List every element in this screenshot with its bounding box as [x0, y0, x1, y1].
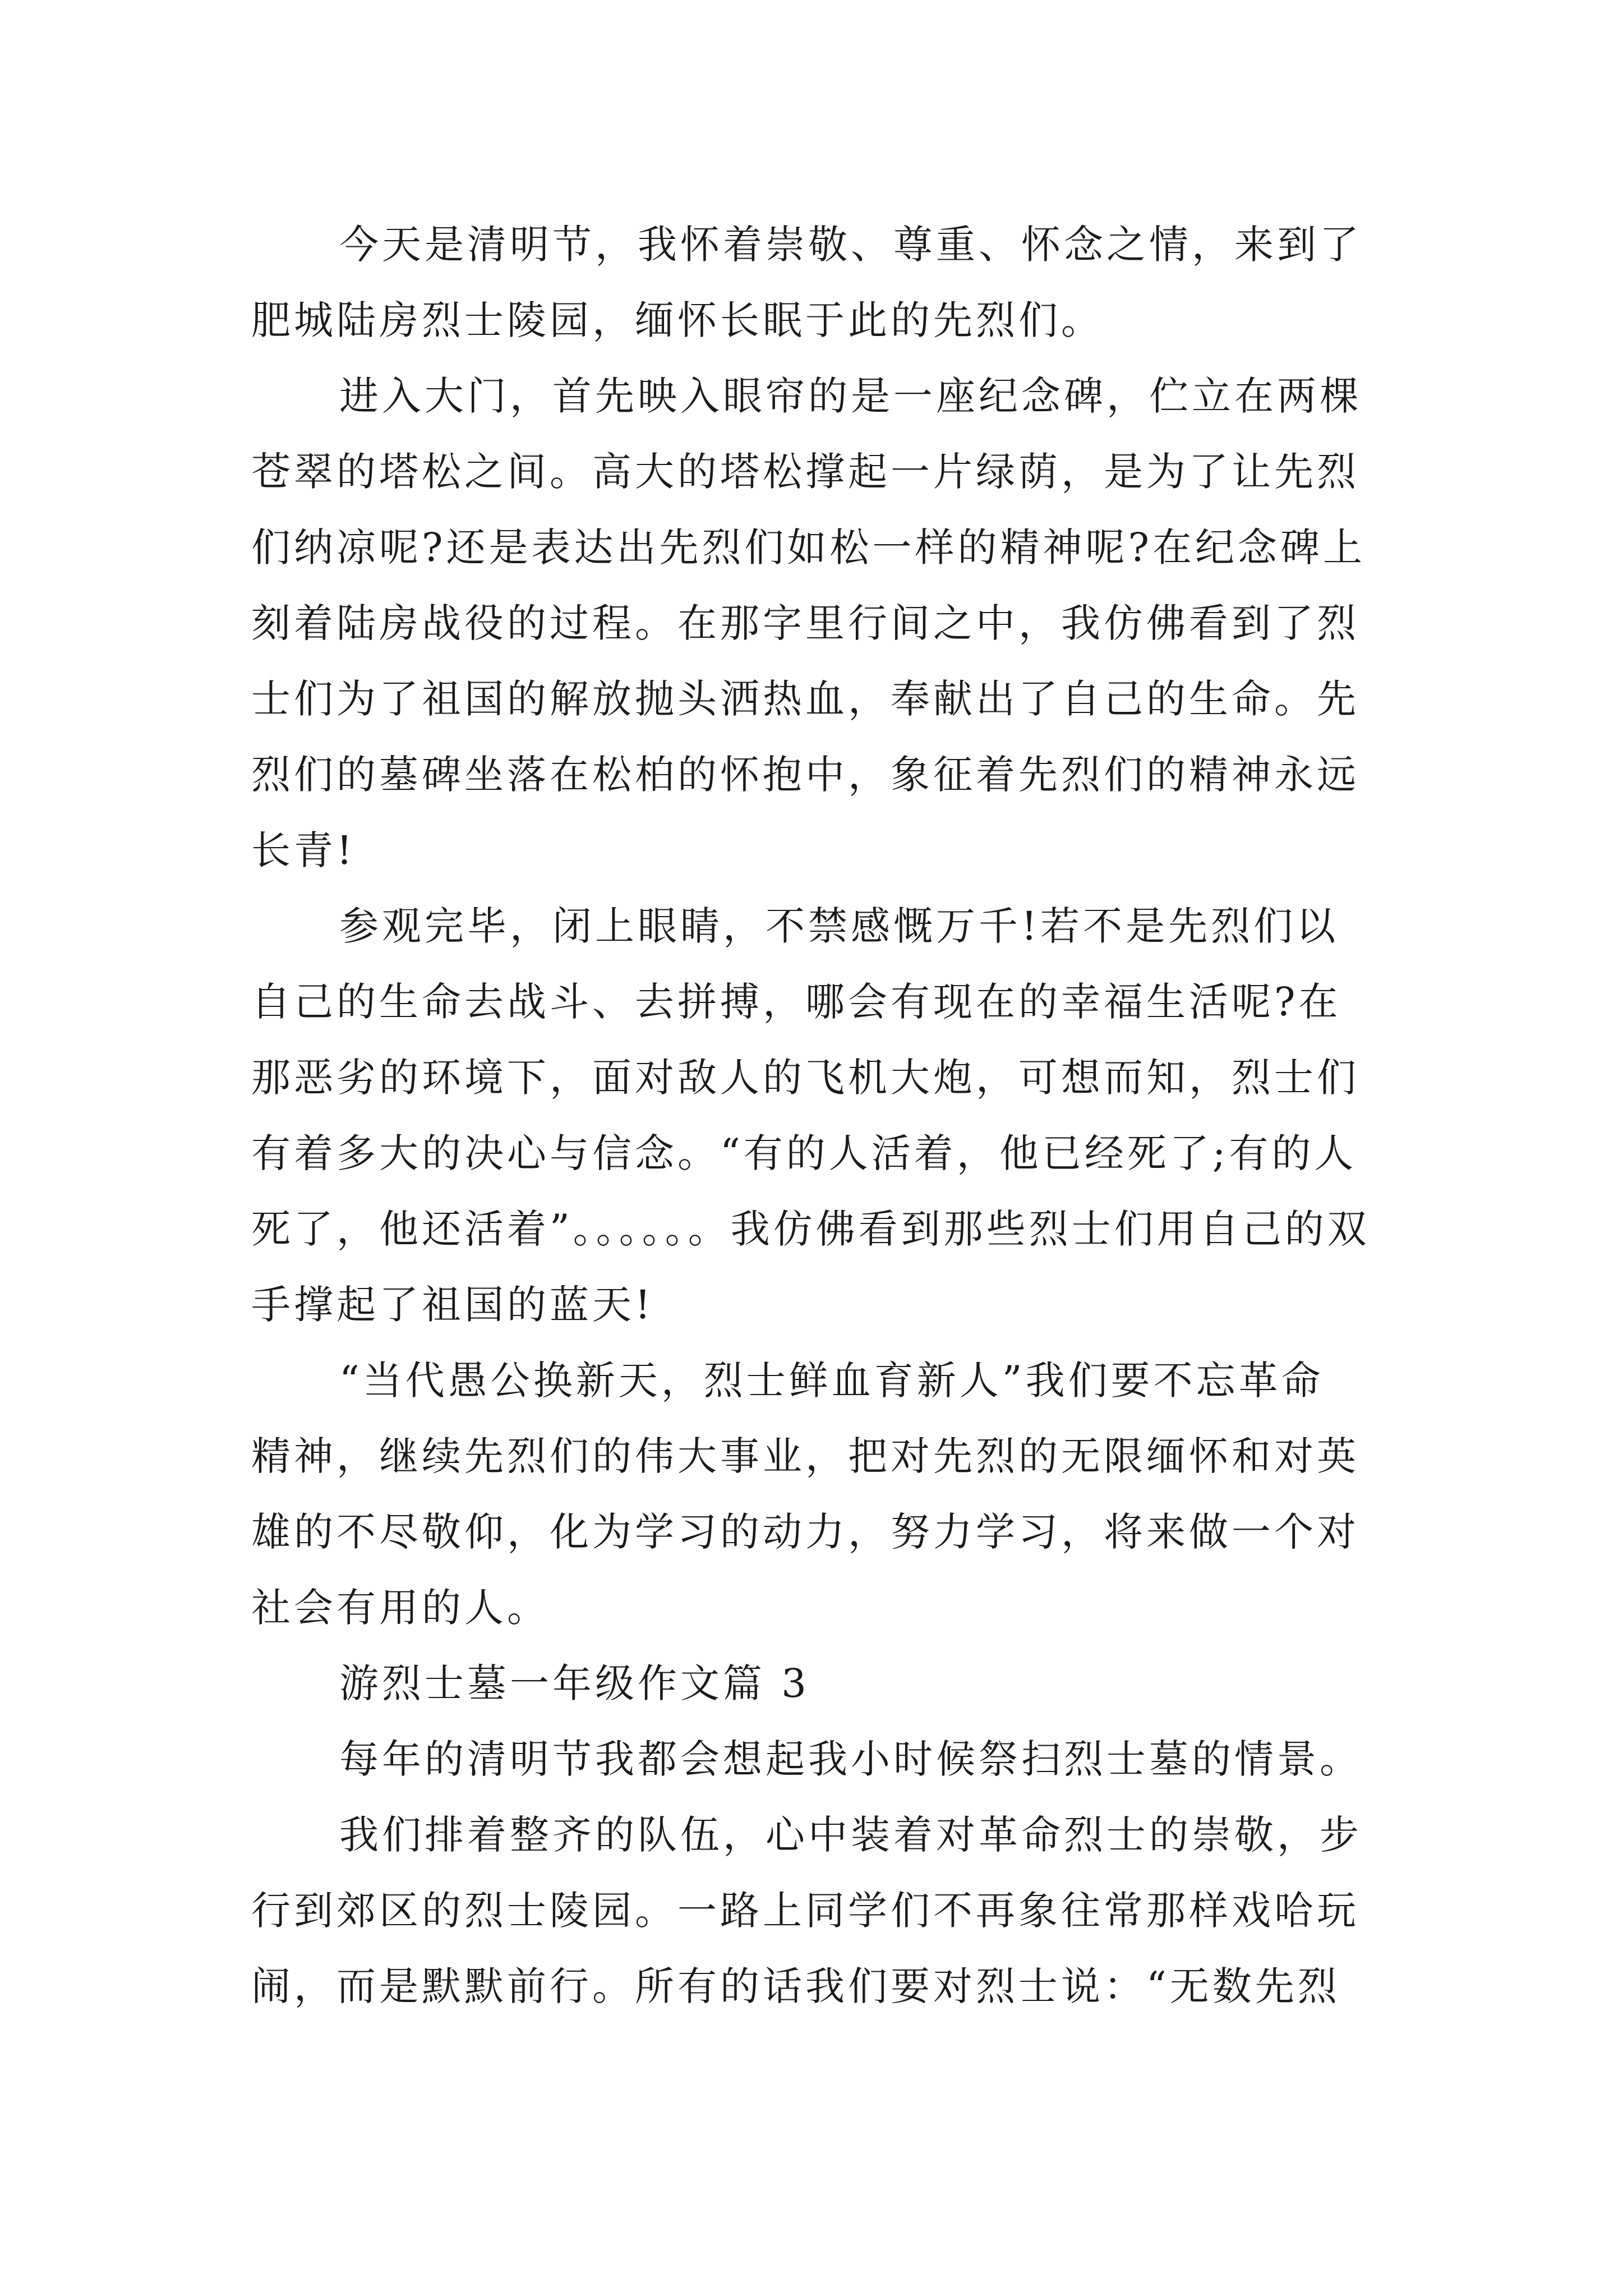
text-line: 我们排着整齐的队伍，心中装着对革命烈士的崇敬，步: [339, 1812, 1362, 1858]
text-line: 进入大门，首先映入眼帘的是一座纪念碑，伫立在两棵: [339, 373, 1362, 419]
text-line: 有着多大的决心与信念。“有的人活着，他已经死了;有的人: [251, 1130, 1357, 1176]
text-line: 们纳凉呢?还是表达出先烈们如松一样的精神呢?在纪念碑上: [251, 524, 1366, 570]
text-line: 自己的生命去战斗、去拼搏，哪会有现在的幸福生活呢?在: [251, 979, 1341, 1025]
text-line: 那恶劣的环境下，面对敌人的飞机大炮，可想而知，烈士们: [251, 1055, 1359, 1101]
text-line: 刻着陆房战役的过程。在那字里行间之中，我仿佛看到了烈: [251, 600, 1359, 646]
text-line: 烈们的墓碑坐落在松柏的怀抱中，象征着先烈们的精神永远: [251, 752, 1359, 798]
text-line: 肥城陆房烈士陵园，缅怀长眠于此的先烈们。: [251, 297, 1104, 343]
text-line: 每年的清明节我都会想起我小时候祭扫烈士墓的情景。: [339, 1736, 1362, 1782]
text-line: 士们为了祖国的解放抛头洒热血，奉献出了自己的生命。先: [251, 676, 1359, 722]
text-line: “当代愚公换新天，烈士鲜血育新人”我们要不忘革命: [339, 1358, 1324, 1404]
section-heading: 游烈士墓一年级作文篇 3: [339, 1660, 810, 1706]
text-line: 今天是清明节，我怀着崇敬、尊重、怀念之情，来到了: [339, 222, 1362, 268]
text-line: 死了，他还活着”。。。。。。我仿佛看到那些烈士们用自己的双: [251, 1206, 1370, 1252]
text-line: 长青!: [251, 827, 356, 873]
text-line: 手撑起了祖国的蓝天!: [251, 1282, 654, 1328]
text-line: 社会有用的人。: [251, 1585, 550, 1631]
text-line: 闹，而是默默前行。所有的话我们要对烈士说：“无数先烈: [251, 1963, 1340, 2009]
text-line: 行到郊区的烈士陵园。一路上同学们不再象往常那样戏哈玩: [251, 1888, 1359, 1934]
text-line: 苍翠的塔松之间。高大的塔松撑起一片绿荫，是为了让先烈: [251, 449, 1359, 495]
text-line: 雄的不尽敬仰，化为学习的动力，努力学习，将来做一个对: [251, 1509, 1359, 1555]
text-line: 参观完毕，闭上眼睛，不禁感慨万千!若不是先烈们以: [339, 903, 1339, 949]
text-line: 精神，继续先烈们的伟大事业，把对先烈的无限缅怀和对英: [251, 1433, 1359, 1479]
